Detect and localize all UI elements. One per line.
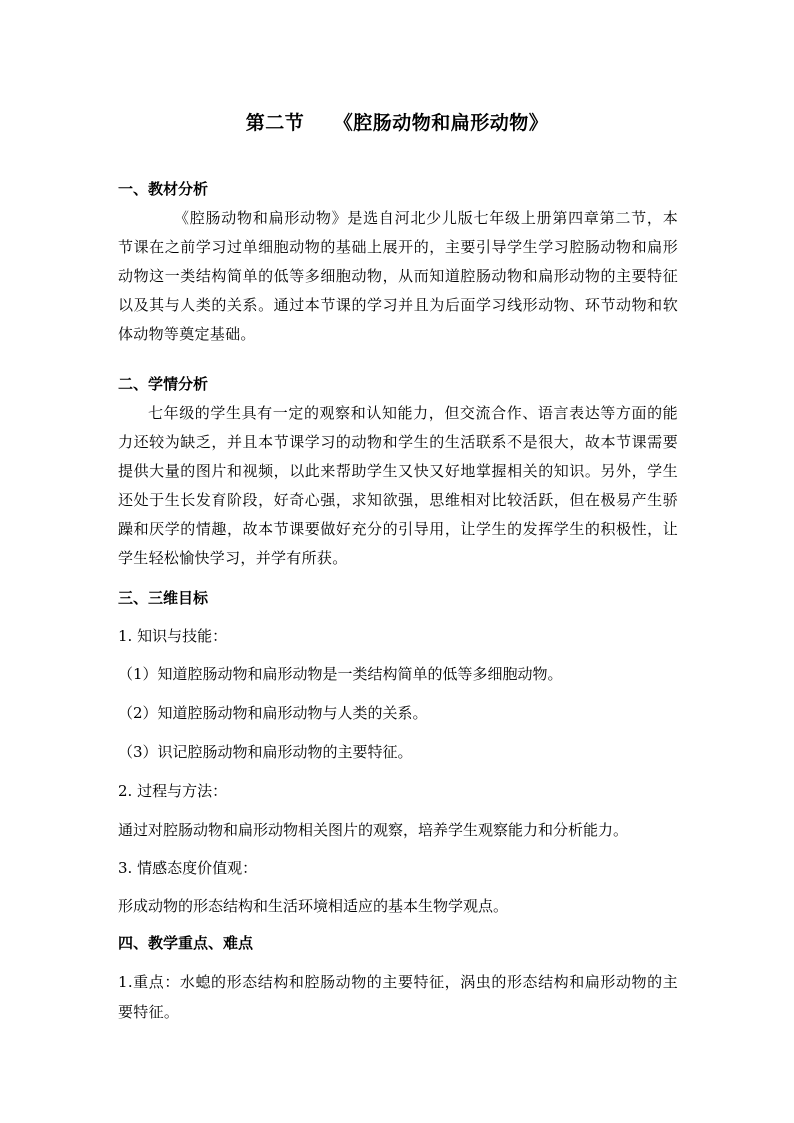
goal-item: （1）知道腔肠动物和扁形动物是一类结构简单的低等多细胞动物。 bbox=[118, 665, 563, 683]
section-heading: 一、教材分析 bbox=[118, 180, 209, 198]
section-textbook-analysis bbox=[118, 175, 678, 349]
section-heading: 四、教学重点、难点 bbox=[118, 934, 254, 952]
goal-emotion-values: 3. 情感态度价值观： bbox=[118, 859, 258, 877]
section-heading: 三、三维目标 bbox=[118, 589, 209, 607]
goal-process-methods: 2. 过程与方法： bbox=[118, 782, 228, 800]
key-point: 1.重点：水螅的形态结构和腔肠动物的主要特征，涡虫的形态结构和扁形动物的主要特征。 bbox=[118, 973, 678, 1021]
goal-item: （3）识记腔肠动物和扁形动物的主要特征。 bbox=[118, 743, 413, 761]
goal-knowledge-skills: 1. 知识与技能： bbox=[118, 627, 228, 645]
section-three-dimensional-goals bbox=[118, 584, 678, 613]
section-key-difficult-points bbox=[118, 929, 678, 958]
document-title: 第二节 《腔肠动物和扁形动物》 bbox=[245, 112, 549, 134]
section-paragraph: 七年级的学生具有一定的观察和认知能力，但交流合作、语言表达等方面的能力还较为缺乏，并且本节课学习的动物和学生的生活联系不是很大，故本节课需要提供大量的图片和视频，以此来帮助学生又快又好地掌握相关的知识。另外，学生还处于生长发育阶段，好奇心强，求知欲强，思维相对比较活跃，但在极易产生骄躁和厌学的情趣，故本节课要做好充分的引导用，让学生的发挥学生的积极性，让学生轻松愉快学习，并学有所获。 bbox=[118, 404, 678, 567]
goal-text: 通过对腔肠动物和扁形动物相关图片的观察，培养学生观察能力和分析能力。 bbox=[118, 821, 629, 839]
section-paragraph: 《腔肠动物和扁形动物》是选自河北少儿版七年级上册第四章第二节，本节课在之前学习过单细胞动物的基础上展开的，主要引导学生学习腔肠动物和扁形动物这一类结构简单的低等多细胞动物，从而知道腔肠动物和扁形动物的主要特征以及其与人类的关系。通过本节课的学习并且为后面学习线形动物、环节动物和软体动物等奠定基础。 bbox=[118, 209, 678, 343]
goal-text: 形成动物的形态结构和生活环境相适应的基本生物学观点。 bbox=[118, 897, 509, 915]
section-heading: 二、学情分析 bbox=[118, 375, 209, 393]
goal-item: （2）知道腔肠动物和扁形动物与人类的关系。 bbox=[118, 704, 428, 722]
section-learner-analysis bbox=[118, 370, 678, 573]
